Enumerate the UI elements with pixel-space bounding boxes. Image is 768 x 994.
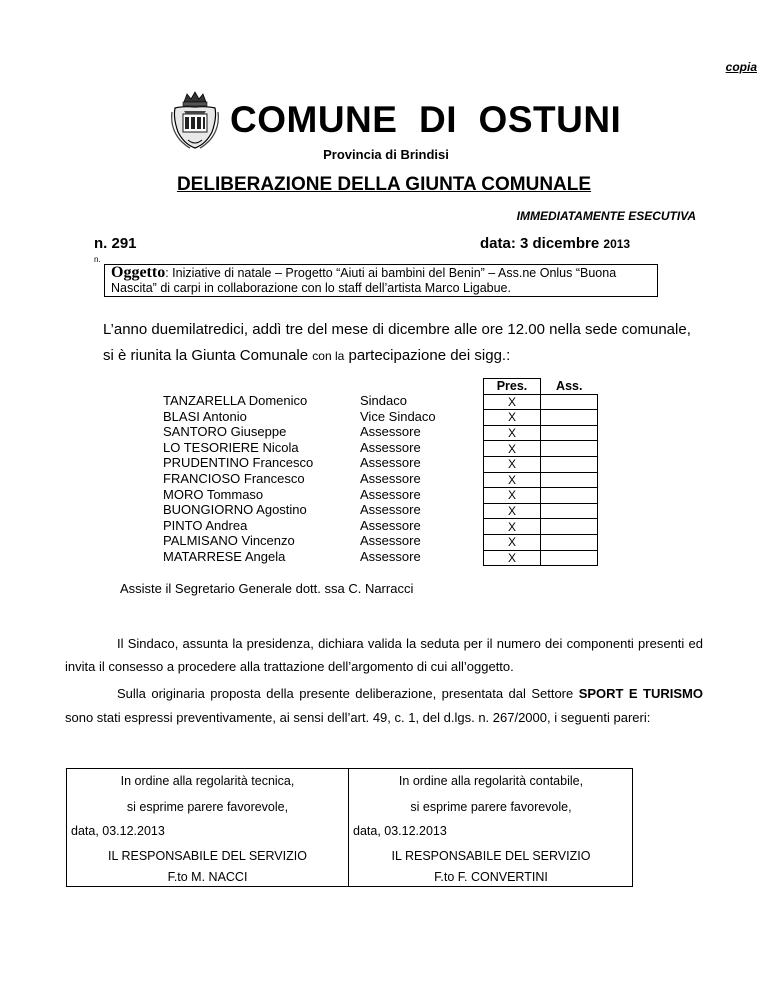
table-row (484, 503, 598, 519)
ass-cell (541, 488, 598, 504)
pres-cell: X (484, 425, 541, 441)
ass-cell (541, 472, 598, 488)
member-name: FRANCIOSO Francesco (163, 470, 305, 486)
pres-cell: X (484, 394, 541, 410)
member-name: BUONGIORNO Agostino (163, 502, 307, 518)
member-name: LO TESORIERE Nicola (163, 439, 299, 455)
member-role: Assessore (360, 517, 421, 533)
copia-label: copia (725, 60, 757, 74)
pres-cell: X (484, 519, 541, 535)
ass-cell (541, 534, 598, 550)
parere-title: In ordine alla regolarità contabile, (398, 774, 584, 788)
sindaco-text: Il Sindaco, assunta la presidenza, dichiara valida la seduta per il numero dei componenti presenti ed invita il consesso a procedere alla trattazione dell’argomento di cui all’oggetto. (65, 636, 703, 674)
proposta-text-after: sono stati espressi preventivamente, ai sensi dell’art. 49, c. 1, del d.lgs. n. 267/2000, i seguenti pareri: (65, 709, 651, 725)
member-name: MATARRESE Angela (163, 548, 286, 564)
number-small-label: n. (94, 255, 101, 264)
parere-data: data, 03.12.2013 (71, 824, 165, 838)
pres-cell: X (484, 488, 541, 504)
oggetto-text: : Iniziative di natale – Progetto “Aiuti ai bambini del Benin” – Ass.ne Onlus “Buona Nascita” di carpi in collaborazione con lo staff dell’artista Marco Ligabue. (111, 266, 617, 295)
ass-cell (541, 519, 598, 535)
member-role: Assessore (360, 470, 421, 486)
member-names (163, 393, 313, 565)
municipal-crest-icon (170, 88, 220, 154)
member-name: TANZARELLA Domenico (163, 393, 308, 408)
deliberation-date (480, 235, 630, 252)
parere-firma: F.to M. NACCI (167, 870, 248, 884)
member-name: PALMISANO Vincenzo (163, 533, 295, 549)
parere-tecnica (67, 769, 349, 886)
pres-cell: X (484, 441, 541, 457)
pres-cell: X (484, 503, 541, 519)
pres-cell: X (484, 534, 541, 550)
member-name: MORO Tommaso (163, 486, 264, 502)
parere-esito: si esprime parere favorevole, (126, 800, 289, 814)
ass-cell (541, 441, 598, 457)
member-role: Assessore (360, 455, 421, 471)
table-row (484, 394, 598, 410)
document-heading: DELIBERAZIONE DELLA GIUNTA COMUNALE (176, 174, 592, 195)
member-role: Assessore (360, 424, 421, 440)
intro-paragraph (103, 317, 703, 369)
table-row (484, 488, 598, 504)
member-name: PINTO Andrea (163, 517, 248, 533)
pres-cell: X (484, 456, 541, 472)
intro-text-2: con la (312, 349, 345, 363)
member-role: Assessore (360, 502, 421, 518)
member-role: Assessore (360, 439, 421, 455)
intro-text-3: partecipazione dei sigg.: (344, 347, 511, 364)
pres-header: Pres. (484, 379, 541, 395)
table-row (484, 534, 598, 550)
parere-esito: si esprime parere favorevole, (410, 800, 572, 814)
segretario-line: Assiste il Segretario Generale dott. ssa C. Narracci (120, 581, 414, 596)
ass-cell (541, 394, 598, 410)
date-year: 2013 (603, 237, 631, 251)
pres-cell: X (484, 410, 541, 426)
parere-responsabile: IL RESPONSABILE DEL SERVIZIO (391, 849, 591, 863)
member-role: Assessore (360, 548, 421, 564)
member-role: Assessore (360, 486, 421, 502)
proposta-paragraph (65, 682, 703, 729)
member-role: Sindaco (360, 393, 407, 408)
sindaco-paragraph (65, 632, 703, 678)
table-row (484, 410, 598, 426)
table-row (484, 441, 598, 457)
ass-cell (541, 456, 598, 472)
ass-header: Ass. (541, 379, 598, 395)
oggetto-box (104, 264, 658, 297)
member-name: PRUDENTINO Francesco (163, 455, 314, 471)
table-row (484, 519, 598, 535)
settore-name: SPORT E TURISMO (578, 686, 703, 701)
ass-cell (541, 503, 598, 519)
ass-cell (541, 410, 598, 426)
pres-cell: X (484, 472, 541, 488)
esecutiva-label: IMMEDIATAMENTE ESECUTIVA (516, 209, 696, 223)
provincia-subtitle: Provincia di Brindisi (323, 147, 449, 162)
pareri-box (66, 768, 633, 887)
member-name: BLASI Antonio (163, 408, 247, 424)
parere-firma: F.to F. CONVERTINI (434, 870, 548, 884)
parere-responsabile: IL RESPONSABILE DEL SERVIZIO (108, 849, 307, 863)
parere-data: data, 03.12.2013 (353, 824, 447, 838)
attendance-table (483, 378, 598, 566)
table-row (484, 456, 598, 472)
table-header-row (484, 379, 598, 395)
table-row (484, 425, 598, 441)
oggetto-label: Oggetto (111, 264, 166, 281)
member-role: Assessore (360, 533, 421, 549)
proposta-text-before: Sulla originaria proposta della presente deliberazione, presentata dal Settore (117, 686, 579, 701)
member-role: Vice Sindaco (360, 408, 436, 424)
ass-cell (541, 550, 598, 566)
page-title: COMUNE DI OSTUNI (230, 99, 622, 140)
ass-cell (541, 425, 598, 441)
member-name: SANTORO Giuseppe (163, 424, 287, 440)
member-roles (360, 393, 436, 565)
pres-cell: X (484, 550, 541, 566)
parere-contabile (349, 769, 633, 886)
parere-title: In ordine alla regolarità tecnica, (120, 774, 295, 788)
deliberation-number: n. 291 (94, 235, 137, 252)
date-label: data: 3 dicembre (480, 235, 604, 252)
table-row (484, 472, 598, 488)
table-row (484, 550, 598, 566)
intro-text-1: L’anno duemilatredici, addì tre del mese di dicembre alle ore 12.00 nella sede comunale, si è riunita la Giunta Comunale (103, 321, 691, 364)
